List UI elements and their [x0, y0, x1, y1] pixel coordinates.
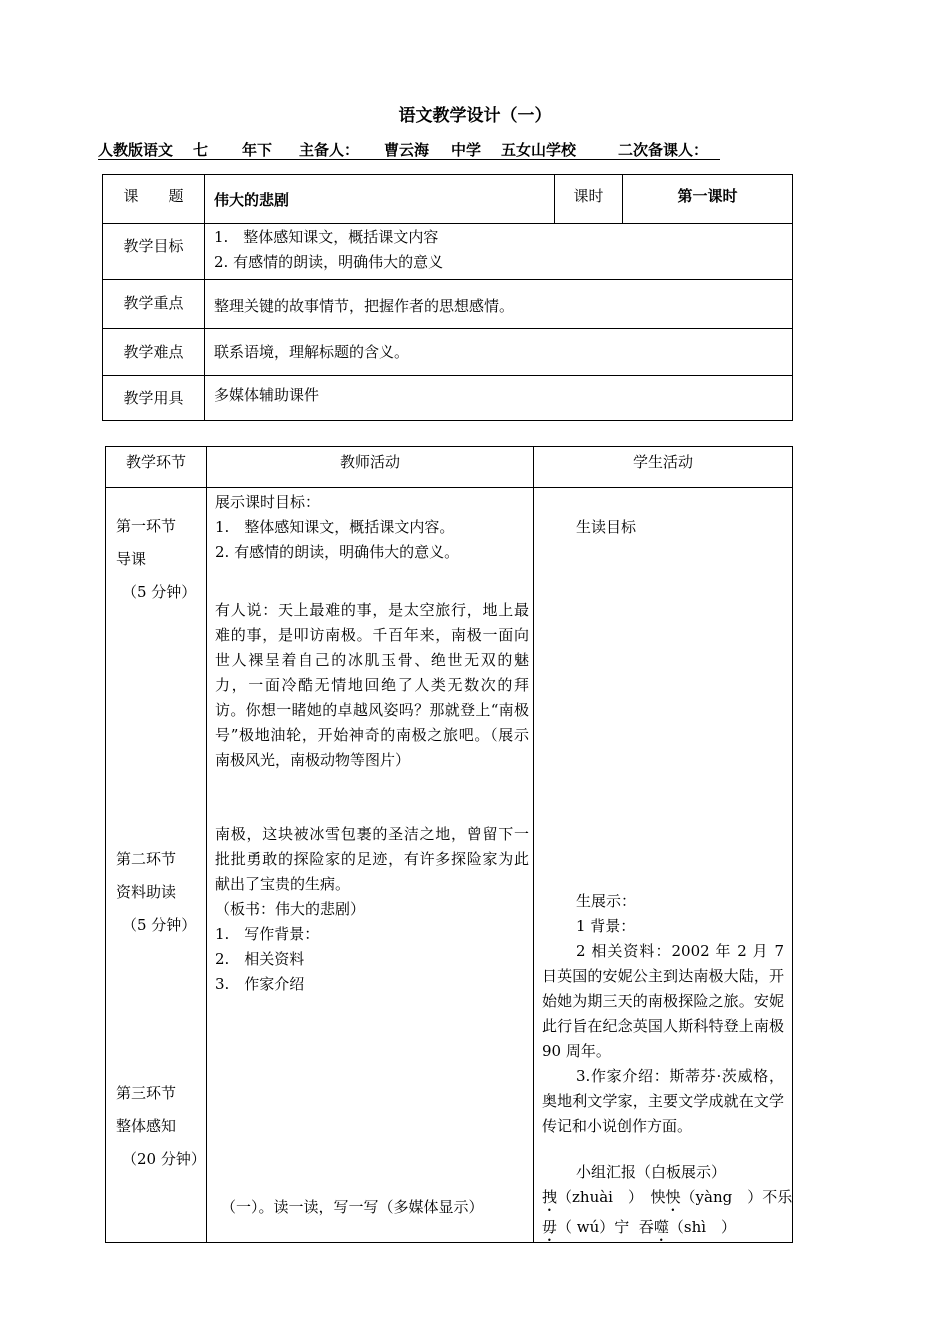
goals-value: [205, 224, 793, 280]
header-stage: 教学环节: [106, 447, 207, 488]
goals-label: 教学目标: [103, 224, 205, 280]
student-author: 3.作家介绍：斯蒂芬·茨威格，奥地利文学家，主要文学成就在文学传记和小说创作方面。: [542, 1067, 784, 1135]
overview-table: [102, 174, 793, 421]
teacher-goals: [215, 490, 529, 565]
goal-2: 2. 有感情的朗读，明确伟大的意义: [214, 253, 444, 271]
student-read-goals: 生读目标: [576, 518, 637, 536]
pinyin-line-1: [542, 1185, 793, 1215]
difficulty-label: 教学难点: [103, 329, 205, 376]
second-preparer-label: 二次备课人：: [618, 141, 709, 159]
teacher-item-1: 1. 写作背景：: [215, 925, 320, 943]
stage-3: [116, 1077, 206, 1176]
char-zhuai: 拽: [542, 1188, 558, 1206]
header-teacher: 教师活动: [207, 447, 534, 488]
tools-value: 多媒体辅助课件: [205, 376, 793, 421]
char-ning: 宁: [614, 1218, 630, 1236]
pinyin-line-2: [542, 1215, 784, 1245]
pinyin-wu: （ wú）: [557, 1218, 615, 1236]
teacher-read-write: （一）。读一读，写一写（多媒体显示）: [221, 1198, 484, 1216]
char-yang-1: 怏: [650, 1188, 666, 1206]
student-show: 生展示：: [576, 892, 637, 910]
topic-label: 课 题: [103, 175, 205, 224]
teacher-item-2: 2. 相关资料: [215, 950, 305, 968]
stage-2-title: 资料助读: [116, 883, 177, 901]
char-yang-2: 怏: [665, 1188, 681, 1206]
teacher-bg-paragraph: 南极，这块被冰雪包裹的圣洁之地，曾留下一批批勇敢的探险家的足迹，有许多探险家为此献出了宝贵的生病。: [215, 825, 529, 893]
stage-3-name: 第三环节: [116, 1084, 177, 1102]
term: 年下: [242, 141, 273, 159]
stage-2-name: 第二环节: [116, 850, 177, 868]
student-background: 1 背景：: [576, 917, 636, 935]
teacher-goal-2: 2. 有感情的朗读，明确伟大的意义。: [215, 543, 460, 561]
difficulty-value: 联系语境，理解标题的含义。: [205, 329, 793, 376]
pinyin-zhuai: （zhuài ）: [557, 1188, 636, 1206]
pinyin-shi: （shì ）: [668, 1218, 737, 1236]
teacher-goals-intro: 展示课时目标：: [215, 493, 321, 511]
teacher-intro-paragraph: 有人说：天上最难的事，是太空旅行，地上最难的事，是叩访南极。千百年来，南极一面向世人裸呈着自己的冰肌玉骨、绝世无双的魅力，一面冷酷无情地回绝了人类无数次的拜访。你想一睹她的卓越风姿吗？那就登上“南极号”极地油轮，开始神奇的南极之旅吧。（展示南极风光，南极动物等图片）: [215, 601, 529, 769]
char-wu: 毋: [542, 1218, 558, 1236]
stage-2-time: （5 分钟）: [122, 916, 197, 934]
char-shi: 噬: [653, 1218, 669, 1236]
preparer-label: 主备人：: [299, 141, 360, 159]
pinyin-line-1-tail: 不乐: [762, 1188, 793, 1206]
school-type: 中学: [451, 141, 482, 159]
stage-1: [116, 510, 196, 609]
document-title: 语文教学设计（一）: [398, 106, 552, 126]
tools-label: 教学用具: [103, 376, 205, 421]
stage-3-title: 整体感知: [116, 1117, 177, 1135]
student-materials: 2 相关资料：2002 年 2 月 7 日英国的安妮公主到达南极大陆，开始她为期三天的南极探险之旅。安妮此行旨在纪念英国人斯科特登上南极 90 周年。: [542, 942, 784, 1060]
topic-value: 伟大的悲剧: [205, 175, 555, 224]
period-label: 课时: [555, 175, 623, 224]
grade: 七: [193, 141, 209, 159]
focus-value: 整理关键的故事情节，把握作者的思想感情。: [205, 280, 793, 329]
stage-1-time: （5 分钟）: [122, 583, 197, 601]
focus-label: 教学重点: [103, 280, 205, 329]
period-value: 第一课时: [623, 175, 793, 224]
stage-1-name: 第一环节: [116, 517, 177, 535]
stage-2: [116, 843, 196, 942]
teacher-goal-1: 1. 整体感知课文，概括课文内容。: [215, 518, 455, 536]
goal-1: 1. 整体感知课文，概括课文内容: [214, 228, 439, 246]
school-name: 五女山学校: [501, 141, 577, 159]
student-show-block: [542, 889, 784, 1139]
pinyin-yang: （yàng ）: [680, 1188, 763, 1206]
teacher-column: [207, 488, 534, 1243]
student-column: [534, 488, 793, 1243]
header-student: 学生活动: [534, 447, 793, 488]
preparer-name: 曹云海: [384, 141, 430, 159]
teacher-items: [215, 922, 529, 997]
stage-3-time: （20 分钟）: [122, 1150, 206, 1168]
stage-1-title: 导课: [116, 550, 147, 568]
header-meta: [98, 139, 720, 160]
char-tun: 吞: [638, 1218, 654, 1236]
student-group-report: 小组汇报（白板展示）: [576, 1163, 727, 1181]
stage-column: [106, 488, 207, 1243]
teacher-item-3: 3. 作家介绍: [215, 975, 305, 993]
teacher-board: （板书：伟大的悲剧）: [215, 900, 366, 918]
process-table: [105, 446, 793, 1243]
student-group-block: [542, 1160, 793, 1245]
edition: 人教版语文: [98, 141, 174, 159]
